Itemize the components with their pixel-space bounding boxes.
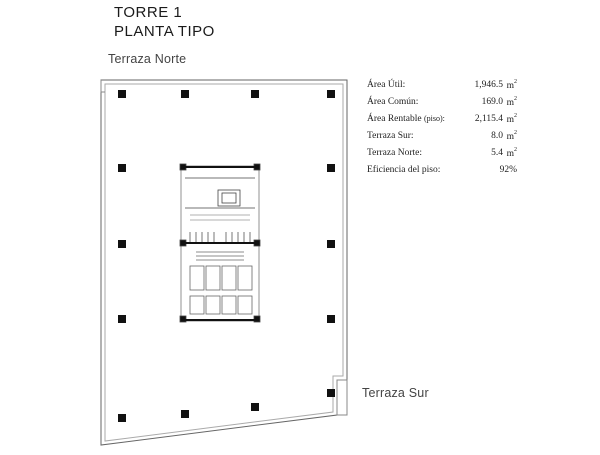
area-row bbox=[367, 131, 517, 148]
area-unit-exp: 2 bbox=[514, 130, 517, 136]
area-row bbox=[367, 97, 517, 114]
column bbox=[181, 410, 189, 418]
area-value: 2,115.4 bbox=[474, 114, 503, 124]
area-unit: m bbox=[506, 98, 514, 109]
area-value: 8.0 bbox=[491, 131, 503, 141]
area-name: Terraza Sur: bbox=[367, 131, 414, 141]
area-name: Área Rentable bbox=[367, 114, 422, 124]
area-name: Eficiencia del piso: bbox=[367, 165, 441, 175]
column bbox=[118, 315, 126, 323]
area-unit-exp: 2 bbox=[514, 79, 517, 85]
area-name: Terraza Norte: bbox=[367, 148, 422, 158]
floor-plan-title: PLANTA TIPO bbox=[114, 23, 215, 40]
area-unit-exp: 2 bbox=[514, 113, 517, 119]
area-row bbox=[367, 165, 517, 182]
area-unit: m bbox=[506, 81, 514, 92]
area-row bbox=[367, 80, 517, 97]
area-name: Área Común: bbox=[367, 97, 419, 107]
area-unit: m bbox=[506, 132, 514, 143]
column bbox=[181, 90, 189, 98]
area-value: 92% bbox=[499, 165, 517, 175]
south-terrace-label: Terraza Sur bbox=[362, 386, 429, 400]
slab-outline bbox=[101, 80, 347, 445]
area-name-suffix: (piso): bbox=[423, 114, 445, 123]
column bbox=[327, 90, 335, 98]
column bbox=[327, 315, 335, 323]
north-terrace-label: Terraza Norte bbox=[108, 52, 187, 66]
column bbox=[327, 240, 335, 248]
area-value: 169.0 bbox=[481, 97, 503, 107]
area-unit: m bbox=[506, 149, 514, 160]
column bbox=[118, 240, 126, 248]
column bbox=[327, 389, 335, 397]
column bbox=[118, 90, 126, 98]
building-core bbox=[180, 164, 260, 322]
area-name: Área Útil: bbox=[367, 80, 406, 90]
tower-title: TORRE 1 bbox=[114, 4, 183, 21]
area-row bbox=[367, 148, 517, 165]
column bbox=[327, 164, 335, 172]
column bbox=[251, 403, 259, 411]
area-unit-exp: 2 bbox=[514, 147, 517, 153]
area-unit-exp: 2 bbox=[514, 96, 517, 102]
column bbox=[251, 90, 259, 98]
area-value: 5.4 bbox=[491, 148, 503, 158]
area-value: 1,946.5 bbox=[474, 80, 503, 90]
area-table bbox=[367, 80, 517, 182]
area-row bbox=[367, 114, 517, 131]
area-unit: m bbox=[506, 115, 514, 126]
column bbox=[118, 164, 126, 172]
column bbox=[118, 414, 126, 422]
